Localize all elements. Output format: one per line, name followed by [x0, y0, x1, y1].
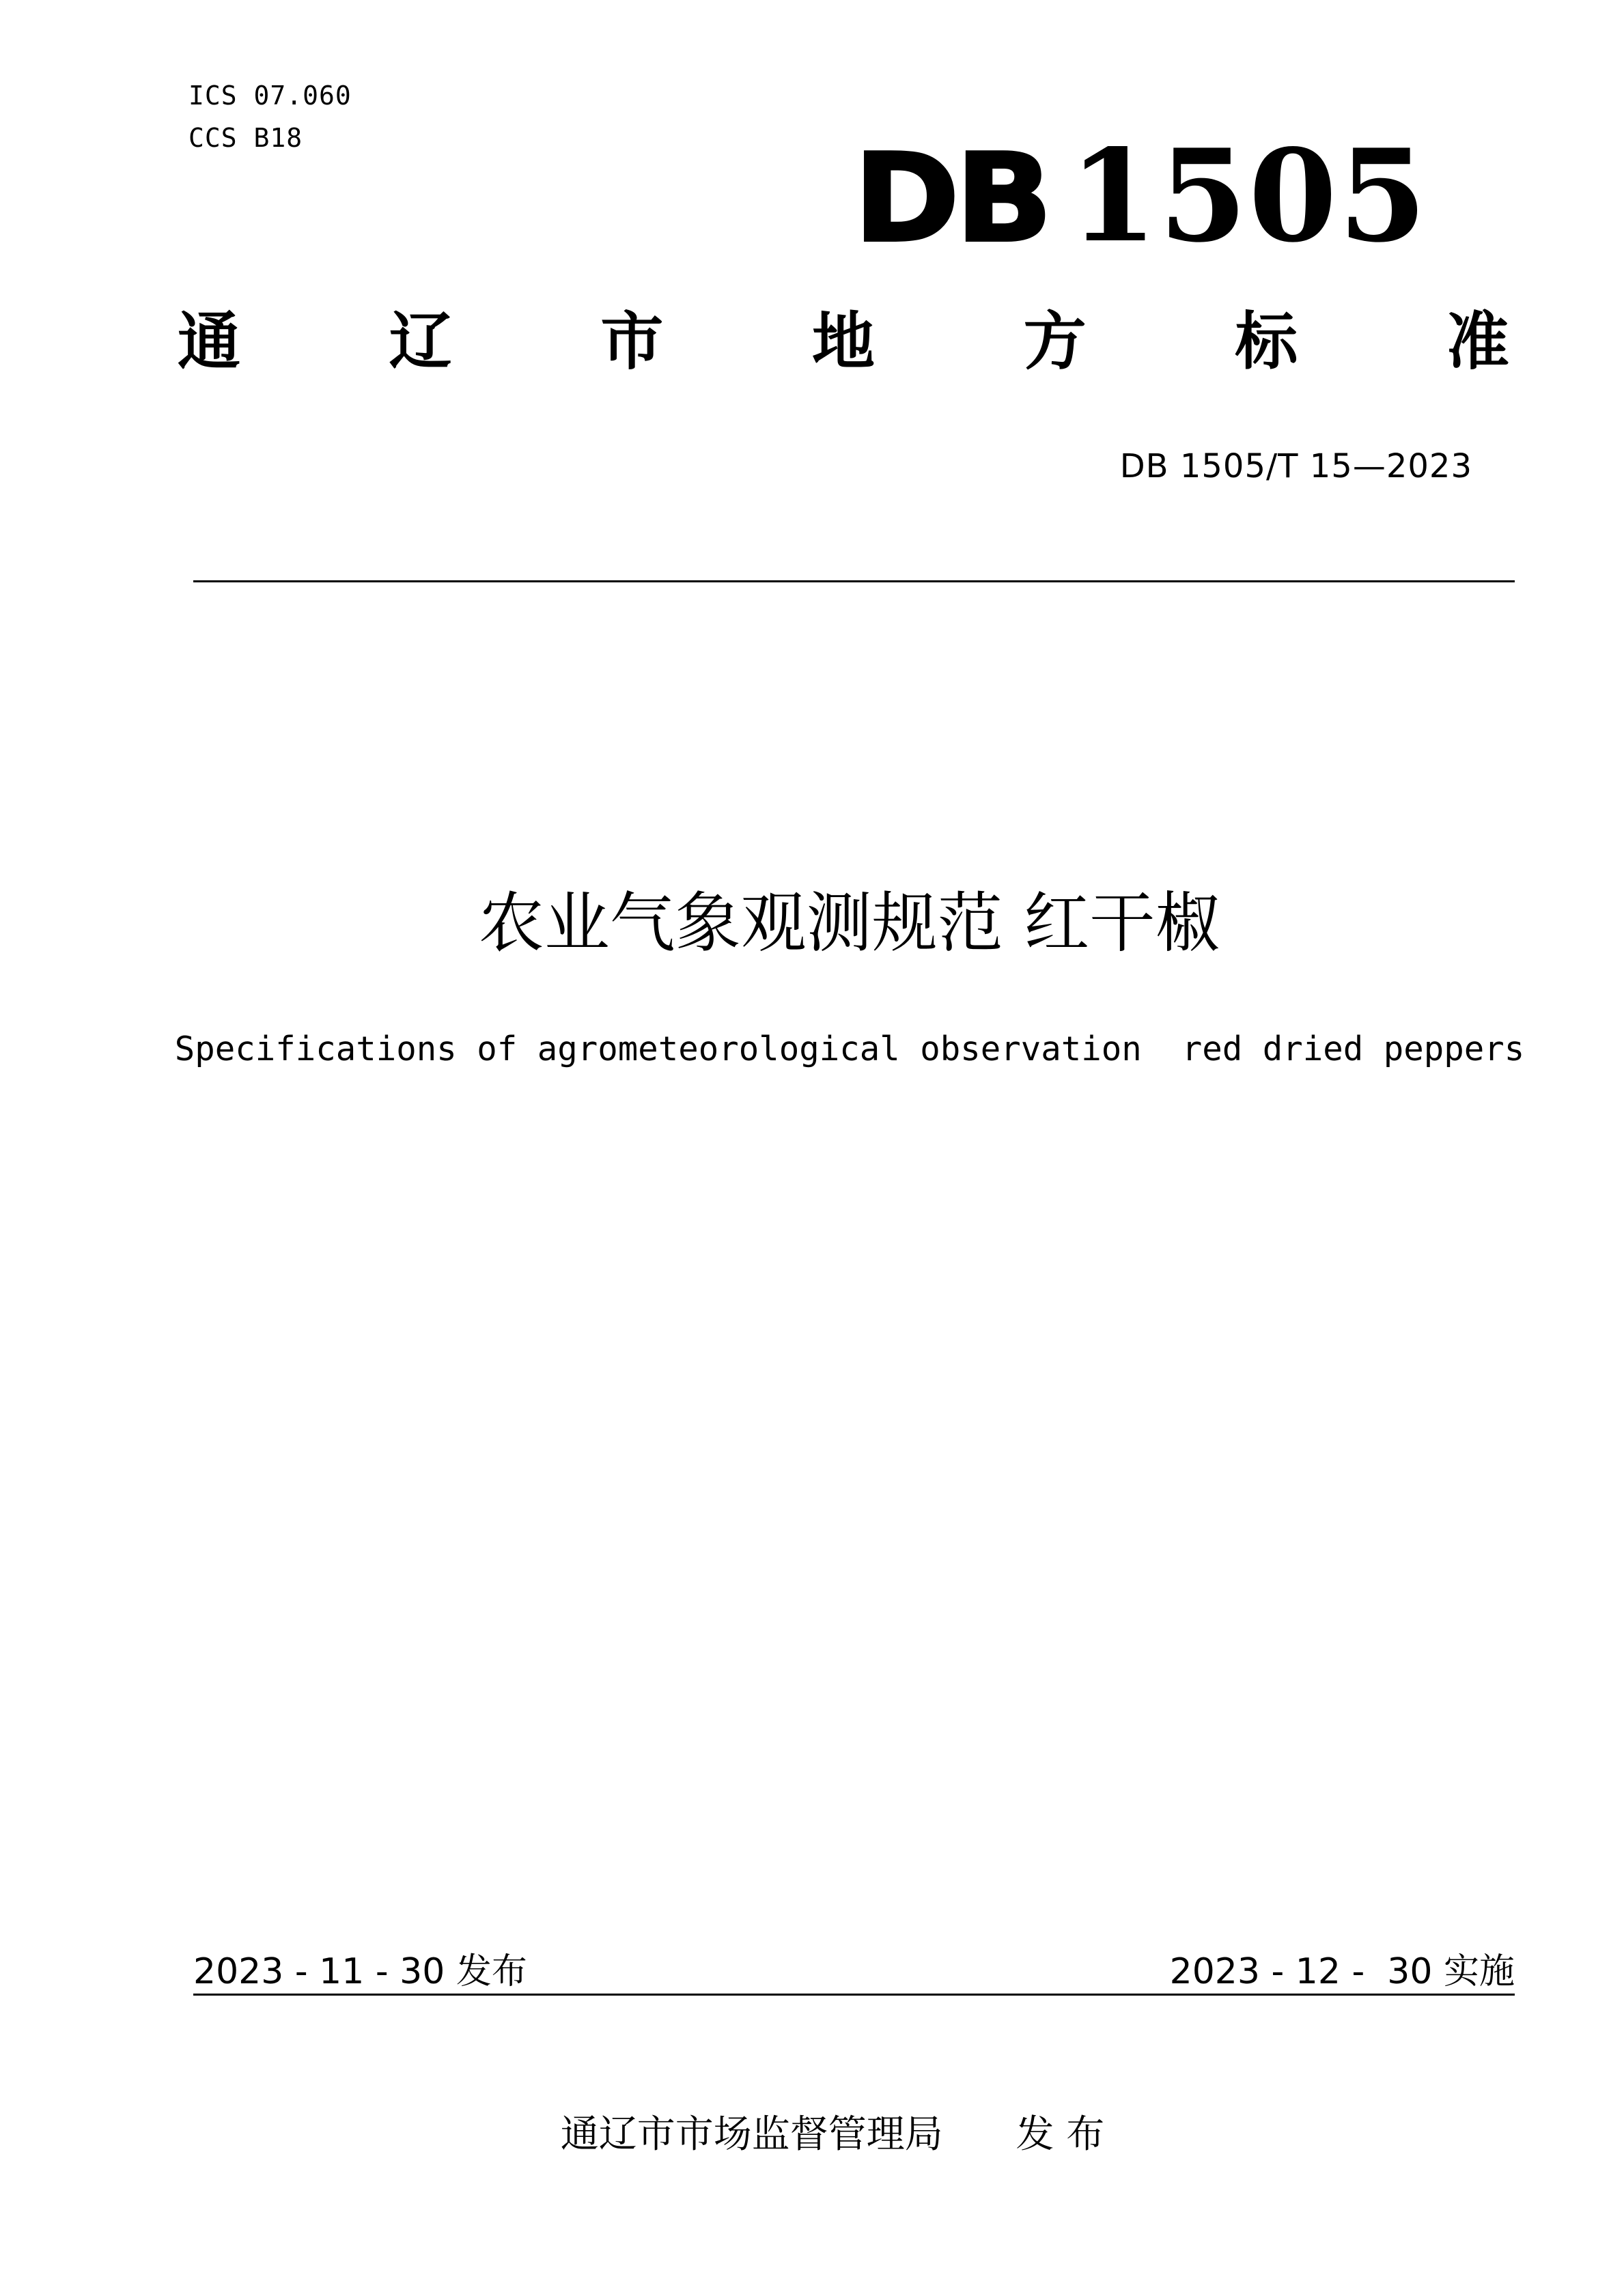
standard-type-char: 市: [600, 305, 664, 378]
ics-code: ICS 07.060: [188, 81, 352, 111]
standard-type-heading: [178, 305, 1509, 378]
standard-type-char: 地: [811, 305, 875, 378]
bottom-divider: [193, 1994, 1515, 1996]
ccs-code: CCS B18: [188, 123, 303, 153]
standard-number: DB 1505/T 15—2023: [1119, 447, 1472, 485]
issuing-authority: 通辽市市场监督管理局 发 布: [560, 2112, 1105, 2157]
standard-type-char: 方: [1023, 305, 1087, 378]
standard-mark-letters: DB: [854, 128, 1049, 269]
issue-date: 2023 - 11 - 30 发布: [193, 1951, 527, 1992]
top-divider: [193, 580, 1515, 582]
standard-type-char: 辽: [389, 305, 452, 378]
title-english: Specifications of agrometeorological observation red dried peppers: [174, 1030, 1525, 1068]
implementation-date: 2023 - 12 - 30 实施: [1169, 1951, 1515, 1992]
standard-type-char: 标: [1235, 305, 1298, 378]
standard-mark: [854, 121, 1429, 270]
standard-type-char: 通: [178, 305, 241, 378]
standard-mark-number: 1505: [1069, 121, 1429, 270]
title-chinese: 农业气象观测规范 红干椒: [478, 885, 1221, 961]
standard-type-char: 准: [1446, 305, 1509, 378]
